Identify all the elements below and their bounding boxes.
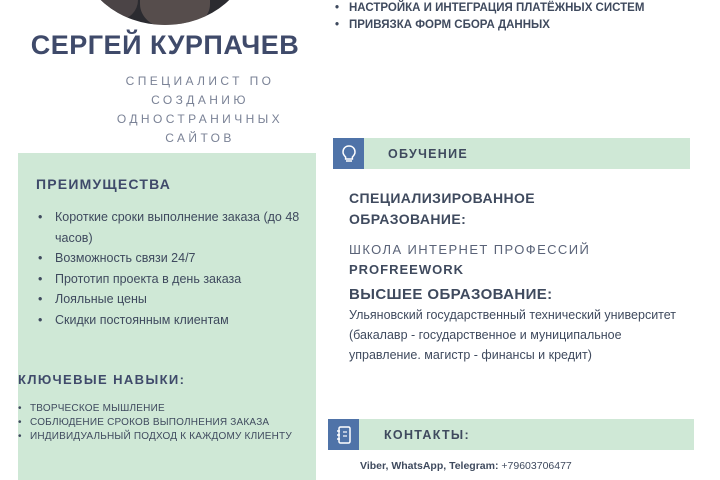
list-item: • ТВОРЧЕСКОЕ МЫШЛЕНИЕ — [18, 402, 318, 416]
profile-photo — [80, 0, 250, 25]
contacts-title: КОНТАКТЫ: — [384, 428, 470, 442]
list-item: • Возможность связи 24/7 — [36, 248, 306, 269]
specialized-education-heading: СПЕЦИАЛИЗИРОВАННОЕ ОБРАЗОВАНИЕ: — [349, 190, 536, 227]
profile-subtitle: СПЕЦИАЛИСТ ПО СОЗДАНИЮ ОДНОСТРАНИЧНЫХ САЙТОВ — [116, 74, 284, 145]
list-item: • ИНДИВИДУАЛЬНЫЙ ПОДХОД К КАЖДОМУ КЛИЕНТУ — [18, 430, 318, 444]
services-item: • ПРИВЯЗКА ФОРМ СБОРА ДАННЫХ — [333, 17, 693, 34]
list-item: • СОБЛЮДЕНИЕ СРОКОВ ВЫПОЛНЕНИЯ ЗАКАЗА — [18, 416, 318, 430]
services-list — [333, 0, 693, 34]
higher-education-heading: ВЫСШЕЕ ОБРАЗОВАНИЕ: — [349, 286, 553, 303]
skills-title: КЛЮЧЕВЫЕ НАВЫКИ: — [18, 372, 186, 387]
services-item: • НАСТРОЙКА И ИНТЕГРАЦИЯ ПЛАТЁЖНЫХ СИСТЕМ — [333, 0, 693, 17]
advantages-list — [36, 207, 306, 330]
list-item: • Скидки постоянным клиентам — [36, 310, 306, 331]
education-header-bar — [333, 138, 690, 169]
contacts-header-bar — [328, 419, 694, 450]
higher-education-text: Ульяновский государственный технический университет (бакалавр - государственное и муниципальное управление. магистр - финансы и кредит) — [349, 308, 677, 362]
skills-list — [18, 402, 318, 444]
list-item: • Короткие сроки выполнение заказа (до 48 часов) — [36, 207, 306, 248]
school-line: PROFREEWORK — [349, 262, 464, 277]
lightbulb-icon — [333, 138, 364, 169]
contact-channels: Viber, WhatsApp, Telegram: — [360, 460, 499, 472]
contact-phone[interactable]: +79603706477 — [501, 460, 572, 472]
profile-name: СЕРГЕЙ КУРПАЧЕВ — [30, 30, 300, 60]
list-item: • Прототип проекта в день заказа — [36, 269, 306, 290]
contact-line — [360, 460, 572, 472]
school-name — [349, 240, 590, 280]
list-item: • Лояльные цены — [36, 289, 306, 310]
advantages-title: ПРЕИМУЩЕСТВА — [36, 176, 172, 192]
address-book-icon — [328, 419, 359, 450]
school-line: ШКОЛА ИНТЕРНЕТ ПРОФЕССИЙ — [349, 242, 591, 257]
education-title: ОБУЧЕНИЕ — [388, 147, 469, 161]
